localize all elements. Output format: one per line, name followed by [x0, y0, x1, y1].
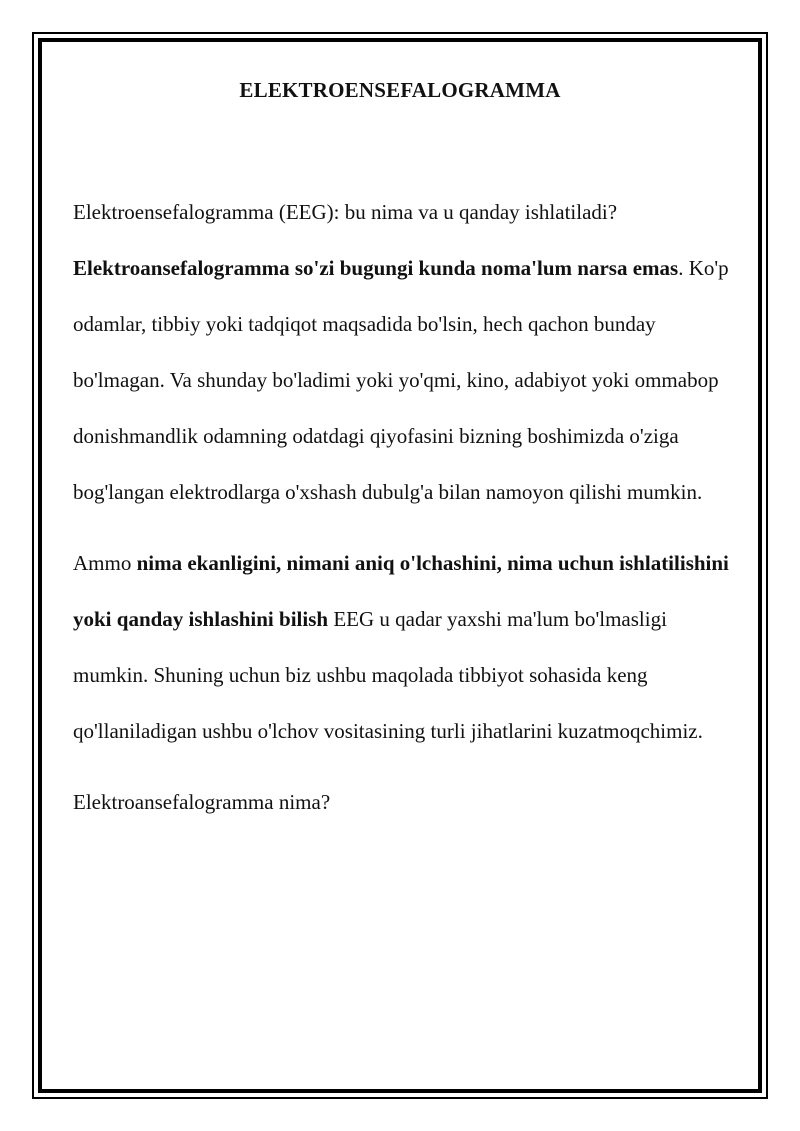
paragraph-start: Ammo: [73, 551, 137, 575]
page-title: ELEKTROENSEFALOGRAMMA: [239, 78, 561, 102]
paragraph-intro: [73, 184, 733, 520]
bold-phrase: nima ekanligini, nimani aniq o'lchashini, nima uchun ishlatilishini yoki qanday ishlashini bilish: [73, 551, 729, 631]
paragraph-purpose: [73, 535, 733, 759]
paragraph-text: EEG u qadar yaxshi ma'lum bo'lmasligi mumkin. Shuning uchun biz ushbu maqolada tibbiyot sohasida keng qo'llaniladigan ushbu o'lchov vositasining turli jihatlarini kuzatmoqchimiz.: [73, 607, 703, 743]
bold-statement: Elektroansefalogramma so'zi bugungi kunda noma'lum narsa emas: [73, 256, 679, 280]
section-question-text: Elektroansefalogramma nima?: [73, 790, 331, 814]
intro-question: Elektroensefalogramma (EEG): bu nima va u qanday ishlatiladi?: [73, 200, 618, 224]
section-question: [73, 774, 733, 830]
paragraph-text: . Ko'p odamlar, tibbiy yoki tadqiqot maqsadida bo'lsin, hech qachon bunday bo'lmagan. Va shunday bo'ladimi yoki yo'qmi, kino, adabiyot yoki ommabop donishmandlik odamning odatdagi qiyofasini bizning boshimizda o'ziga bog'langan elektrodlarga o'xshash dubulg'a bilan namoyon qilishi mumkin.: [73, 256, 729, 504]
document-body: [73, 184, 733, 830]
